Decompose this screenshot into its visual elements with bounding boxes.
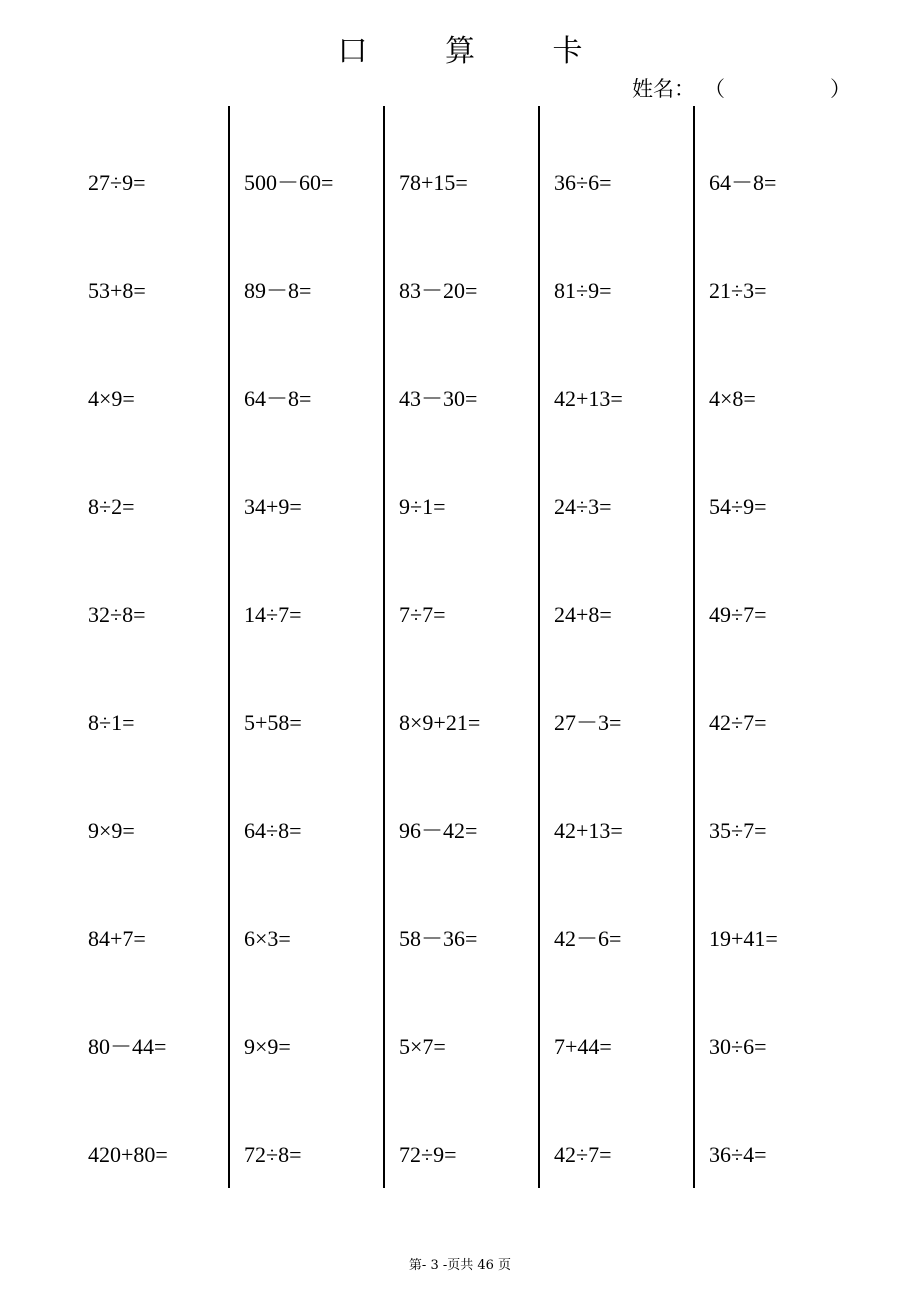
problem: 43－30= — [399, 386, 478, 411]
problem: 7+44= — [554, 1034, 612, 1059]
problem: 8÷2= — [88, 494, 135, 519]
name-close-paren: ） — [830, 77, 851, 101]
problem: 8×9+21= — [399, 710, 481, 735]
problem: 34+9= — [244, 494, 302, 519]
problem-column-4 — [538, 106, 695, 1188]
problem: 35÷7= — [709, 818, 767, 843]
problem: 6×3= — [244, 926, 291, 951]
problem: 420+80= — [88, 1142, 168, 1167]
problem: 27÷9= — [88, 170, 146, 195]
problem: 5×7= — [399, 1034, 446, 1059]
problem: 64÷8= — [244, 818, 302, 843]
problem: 84+7= — [88, 926, 146, 951]
problem: 89－8= — [244, 278, 312, 303]
problem: 24+8= — [554, 602, 612, 627]
problem: 4×9= — [88, 386, 135, 411]
problem: 96－42= — [399, 818, 478, 843]
problem: 54÷9= — [709, 494, 767, 519]
problem: 4×8= — [709, 386, 756, 411]
problem: 53+8= — [88, 278, 146, 303]
problem: 49÷7= — [709, 602, 767, 627]
problem: 42÷7= — [709, 710, 767, 735]
problem: 19+41= — [709, 926, 778, 951]
problem: 64－8= — [709, 170, 777, 195]
problem-grid — [72, 106, 852, 1188]
problem: 83－20= — [399, 278, 478, 303]
page-footer: 第- 3 -页共 46 页 — [408, 1258, 512, 1273]
problem-column-2 — [228, 106, 385, 1188]
name-open-paren: （ — [704, 77, 725, 101]
problem: 72÷8= — [244, 1142, 302, 1167]
problem: 14÷7= — [244, 602, 302, 627]
problem: 24÷3= — [554, 494, 612, 519]
problem: 9×9= — [88, 818, 135, 843]
problem: 27－3= — [554, 710, 622, 735]
name-field[interactable] — [632, 74, 852, 104]
problem: 80－44= — [88, 1034, 167, 1059]
problem: 72÷9= — [399, 1142, 457, 1167]
problem: 9÷1= — [399, 494, 446, 519]
problem: 58－36= — [399, 926, 478, 951]
problem: 42+13= — [554, 386, 623, 411]
page-title: 口 算 卡 — [337, 34, 617, 69]
problem-column-1 — [72, 106, 227, 1188]
problem: 5+58= — [244, 710, 302, 735]
problem: 500－60= — [244, 170, 334, 195]
problem: 42－6= — [554, 926, 622, 951]
problem: 9×9= — [244, 1034, 291, 1059]
problem: 36÷4= — [709, 1142, 767, 1167]
problem: 21÷3= — [709, 278, 767, 303]
problem-column-5 — [693, 106, 850, 1188]
problem: 7÷7= — [399, 602, 446, 627]
problem: 81÷9= — [554, 278, 612, 303]
problem: 36÷6= — [554, 170, 612, 195]
problem: 78+15= — [399, 170, 468, 195]
problem: 30÷6= — [709, 1034, 767, 1059]
problem: 42÷7= — [554, 1142, 612, 1167]
problem: 64－8= — [244, 386, 312, 411]
problem: 42+13= — [554, 818, 623, 843]
problem: 32÷8= — [88, 602, 146, 627]
problem-column-3 — [383, 106, 540, 1188]
name-label: 姓名： — [632, 77, 695, 101]
problem: 8÷1= — [88, 710, 135, 735]
